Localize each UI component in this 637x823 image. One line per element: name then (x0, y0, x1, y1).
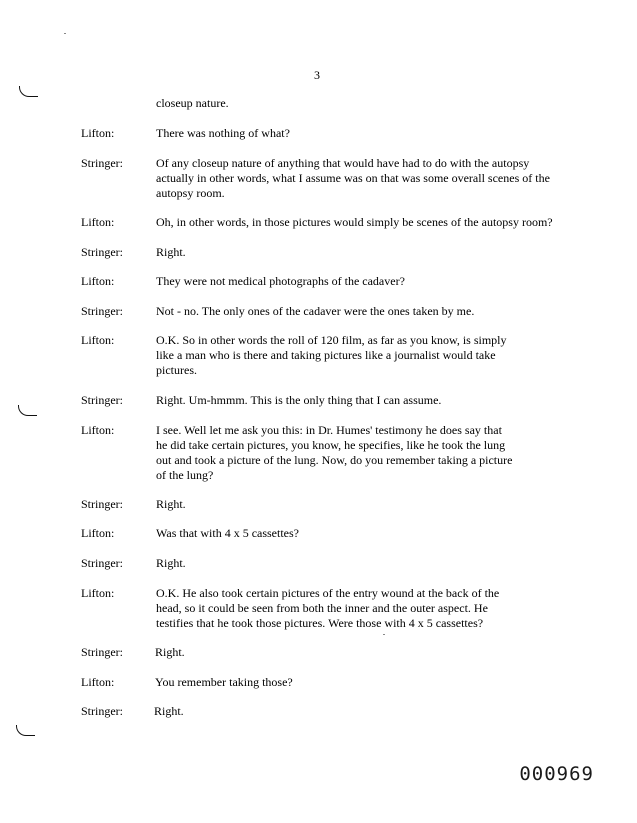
dialogue-line: Oh, in other words, in those pictures would simply be scenes of the autopsy room? (156, 215, 553, 229)
dialogue-line: out and took a picture of the lung. Now, do you remember taking a picture (156, 453, 513, 467)
dialogue-line: like a man who is there and taking pictures like a journalist would take (156, 348, 496, 362)
dialogue-line: Of any closeup nature of anything that would have had to do with the autopsy (156, 156, 530, 170)
scan-speck (383, 634, 385, 635)
speaker-label: Lifton: (81, 675, 115, 689)
dialogue-line: Right. Um-hmmm. This is the only thing that I can assume. (156, 393, 442, 407)
dialogue-line: Right. (154, 704, 184, 718)
dialogue-line: pictures. (156, 363, 197, 377)
continuation-text: closeup nature. (156, 96, 229, 110)
dialogue-line: testifies that he took those pictures. Were those with 4 x 5 cassettes? (156, 616, 484, 630)
document-number-stamp: 000969 (519, 763, 594, 785)
speaker-label: Stringer: (81, 704, 123, 718)
dialogue-line: actually in other words, what I assume was on that was some overall scenes of the (156, 171, 550, 185)
dialogue-line: Right. (156, 497, 186, 511)
speaker-label: Stringer: (81, 645, 123, 659)
dialogue-line: head, so it could be seen from both the inner and the outer aspect. He (156, 601, 488, 615)
speaker-label: Stringer: (81, 304, 123, 318)
dialogue-line: Not - no. The only ones of the cadaver were the ones taken by me. (156, 304, 475, 318)
binder-hole-mark (18, 405, 37, 416)
speaker-label: Lifton: (81, 215, 115, 229)
dialogue-line: O.K. He also took certain pictures of the entry wound at the back of the (156, 586, 500, 600)
speaker-label: Lifton: (81, 586, 115, 600)
dialogue-line: You remember taking those? (155, 675, 293, 689)
speaker-label: Lifton: (81, 274, 115, 288)
scan-speck (64, 33, 66, 34)
speaker-label: Stringer: (81, 245, 123, 259)
dialogue-line: Right. (156, 245, 186, 259)
dialogue-line: Was that with 4 x 5 cassettes? (156, 526, 299, 540)
dialogue-line: he did take certain pictures, you know, he specifies, like he took the lung (156, 438, 506, 452)
speaker-label: Stringer: (81, 556, 123, 570)
dialogue-line: of the lung? (156, 468, 214, 482)
page-number: 3 (314, 68, 320, 82)
speaker-label: Lifton: (81, 526, 115, 540)
speaker-label: Stringer: (81, 393, 123, 407)
dialogue-line: O.K. So in other words the roll of 120 film, as far as you know, is simply (156, 333, 507, 347)
dialogue-line: Right. (155, 645, 185, 659)
speaker-label: Lifton: (81, 423, 115, 437)
dialogue-line: I see. Well let me ask you this: in Dr. Humes' testimony he does say that (156, 423, 502, 437)
speaker-label: Lifton: (81, 126, 115, 140)
dialogue-line: There was nothing of what? (156, 126, 290, 140)
speaker-label: Stringer: (81, 497, 123, 511)
speaker-label: Lifton: (81, 333, 115, 347)
binder-hole-mark (16, 725, 35, 736)
dialogue-line: Right. (156, 556, 186, 570)
dialogue-line: autopsy room. (156, 186, 225, 200)
binder-hole-mark (19, 86, 38, 97)
speaker-label: Stringer: (81, 156, 123, 170)
dialogue-line: They were not medical photographs of the cadaver? (156, 274, 405, 288)
